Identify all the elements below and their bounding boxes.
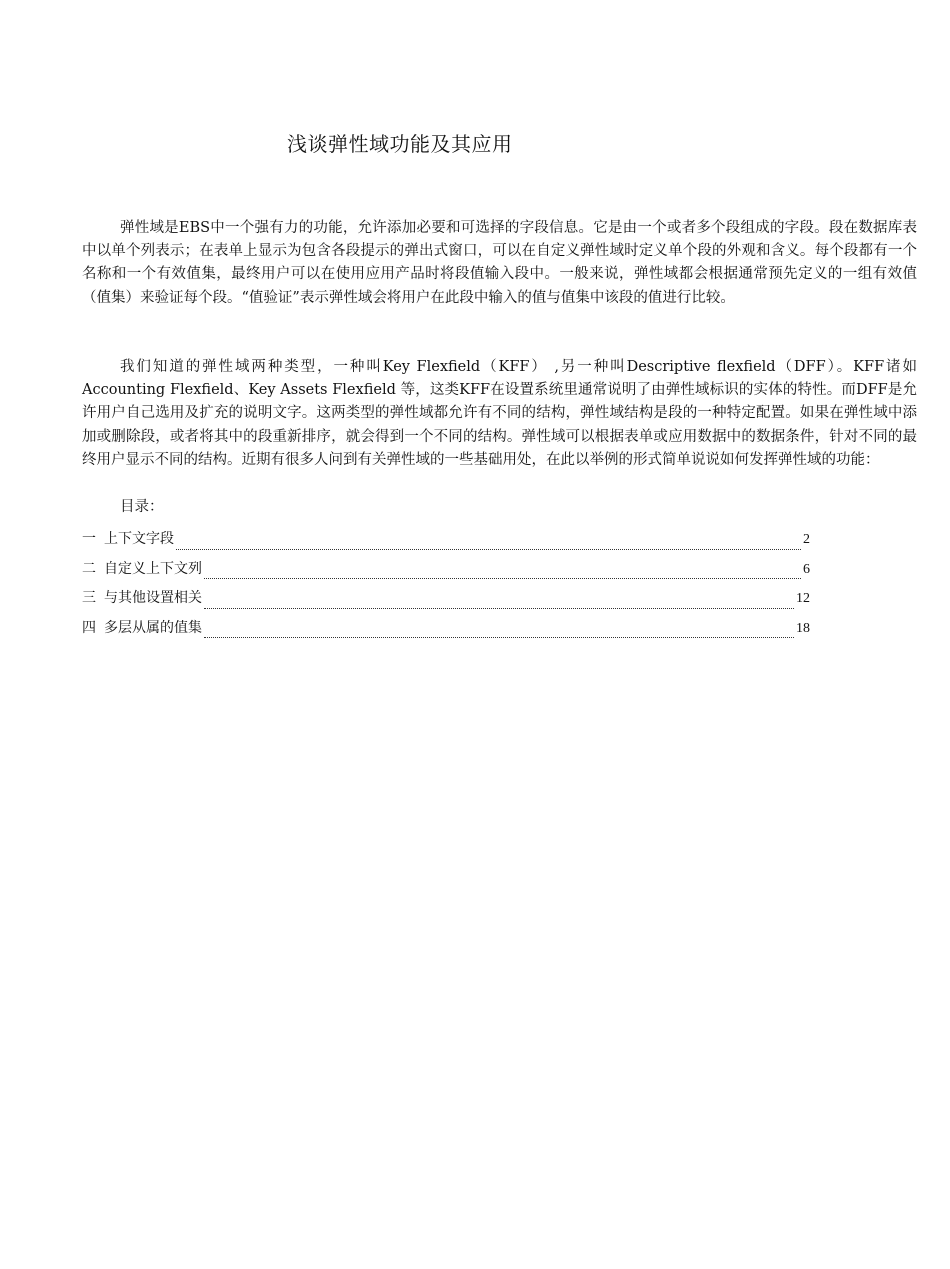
toc-entry-page: 6 xyxy=(803,561,810,577)
toc-entry[interactable] xyxy=(82,530,810,560)
toc-entry-title: 与其他设置相关 xyxy=(104,591,202,606)
toc-entry-number: 二 xyxy=(82,561,96,577)
toc-entry[interactable] xyxy=(82,560,810,590)
paragraph-types: 我们知道的弹性域两种类型，一种叫Key Flexfield（KFF） ,另一种叫Descriptive flexfield（DFF）。KFF诸如Accounting Flexfield、Key Assets Flexfield 等，这类KFF在设置系统里通常说明了由弹性域标识的实体的特性。而DFF是允许用户自己选用及扩充的说明文字。这两类型的弹性域都允许有不同的结构，弹性域结构是段的一种特定配置。如果在弹性域中添加或删除段，或者将其中的段重新排序，就会得到一个不同的结构。弹性域可以根据表单或应用数据中的数据条件，针对不同的最终用户显示不同的结构。近期有很多人问到有关弹性域的一些基础用处，在此以举例的形式简单说说如何发挥弹性域的功能： xyxy=(82,359,917,468)
paragraph-intro: 弹性域是EBS中一个强有力的功能，允许添加必要和可选择的字段信息。它是由一个或者多个段组成的字段。段在数据库表中以单个列表示；在表单上显示为包含各段提示的弹出式窗口，可以在自定义弹性域时定义单个段的外观和含义。每个段都有一个名称和一个有效值集，最终用户可以在使用应用产品时将段值输入段中。一般来说，弹性域都会根据通常预先定义的一组有效值（值集）来验证每个段。“值验证”表示弹性域会将用户在此段中输入的值与值集中该段的值进行比较。 xyxy=(82,220,917,306)
toc-entry-title: 自定义上下文列 xyxy=(104,561,202,577)
toc-dot-leader xyxy=(204,608,794,609)
toc-entry-page: 18 xyxy=(796,620,810,636)
toc-entry[interactable] xyxy=(82,619,810,649)
toc-entry-title: 上下文字段 xyxy=(104,532,174,547)
toc-entry-page: 2 xyxy=(803,532,810,547)
toc-entry-number: 一 xyxy=(82,532,96,547)
toc-heading: 目录： xyxy=(120,499,164,515)
toc-dot-leader xyxy=(176,549,801,550)
page-title: 浅谈弹性域功能及其应用 xyxy=(287,132,513,156)
toc-entry[interactable] xyxy=(82,589,810,619)
toc-entry-number: 三 xyxy=(82,591,96,606)
toc-entry-title: 多层从属的值集 xyxy=(104,620,202,636)
toc-dot-leader xyxy=(204,578,801,579)
toc-entry-page: 12 xyxy=(796,591,810,606)
toc-entry-number: 四 xyxy=(82,620,96,636)
toc-dot-leader xyxy=(204,637,794,638)
table-of-contents xyxy=(82,530,810,648)
